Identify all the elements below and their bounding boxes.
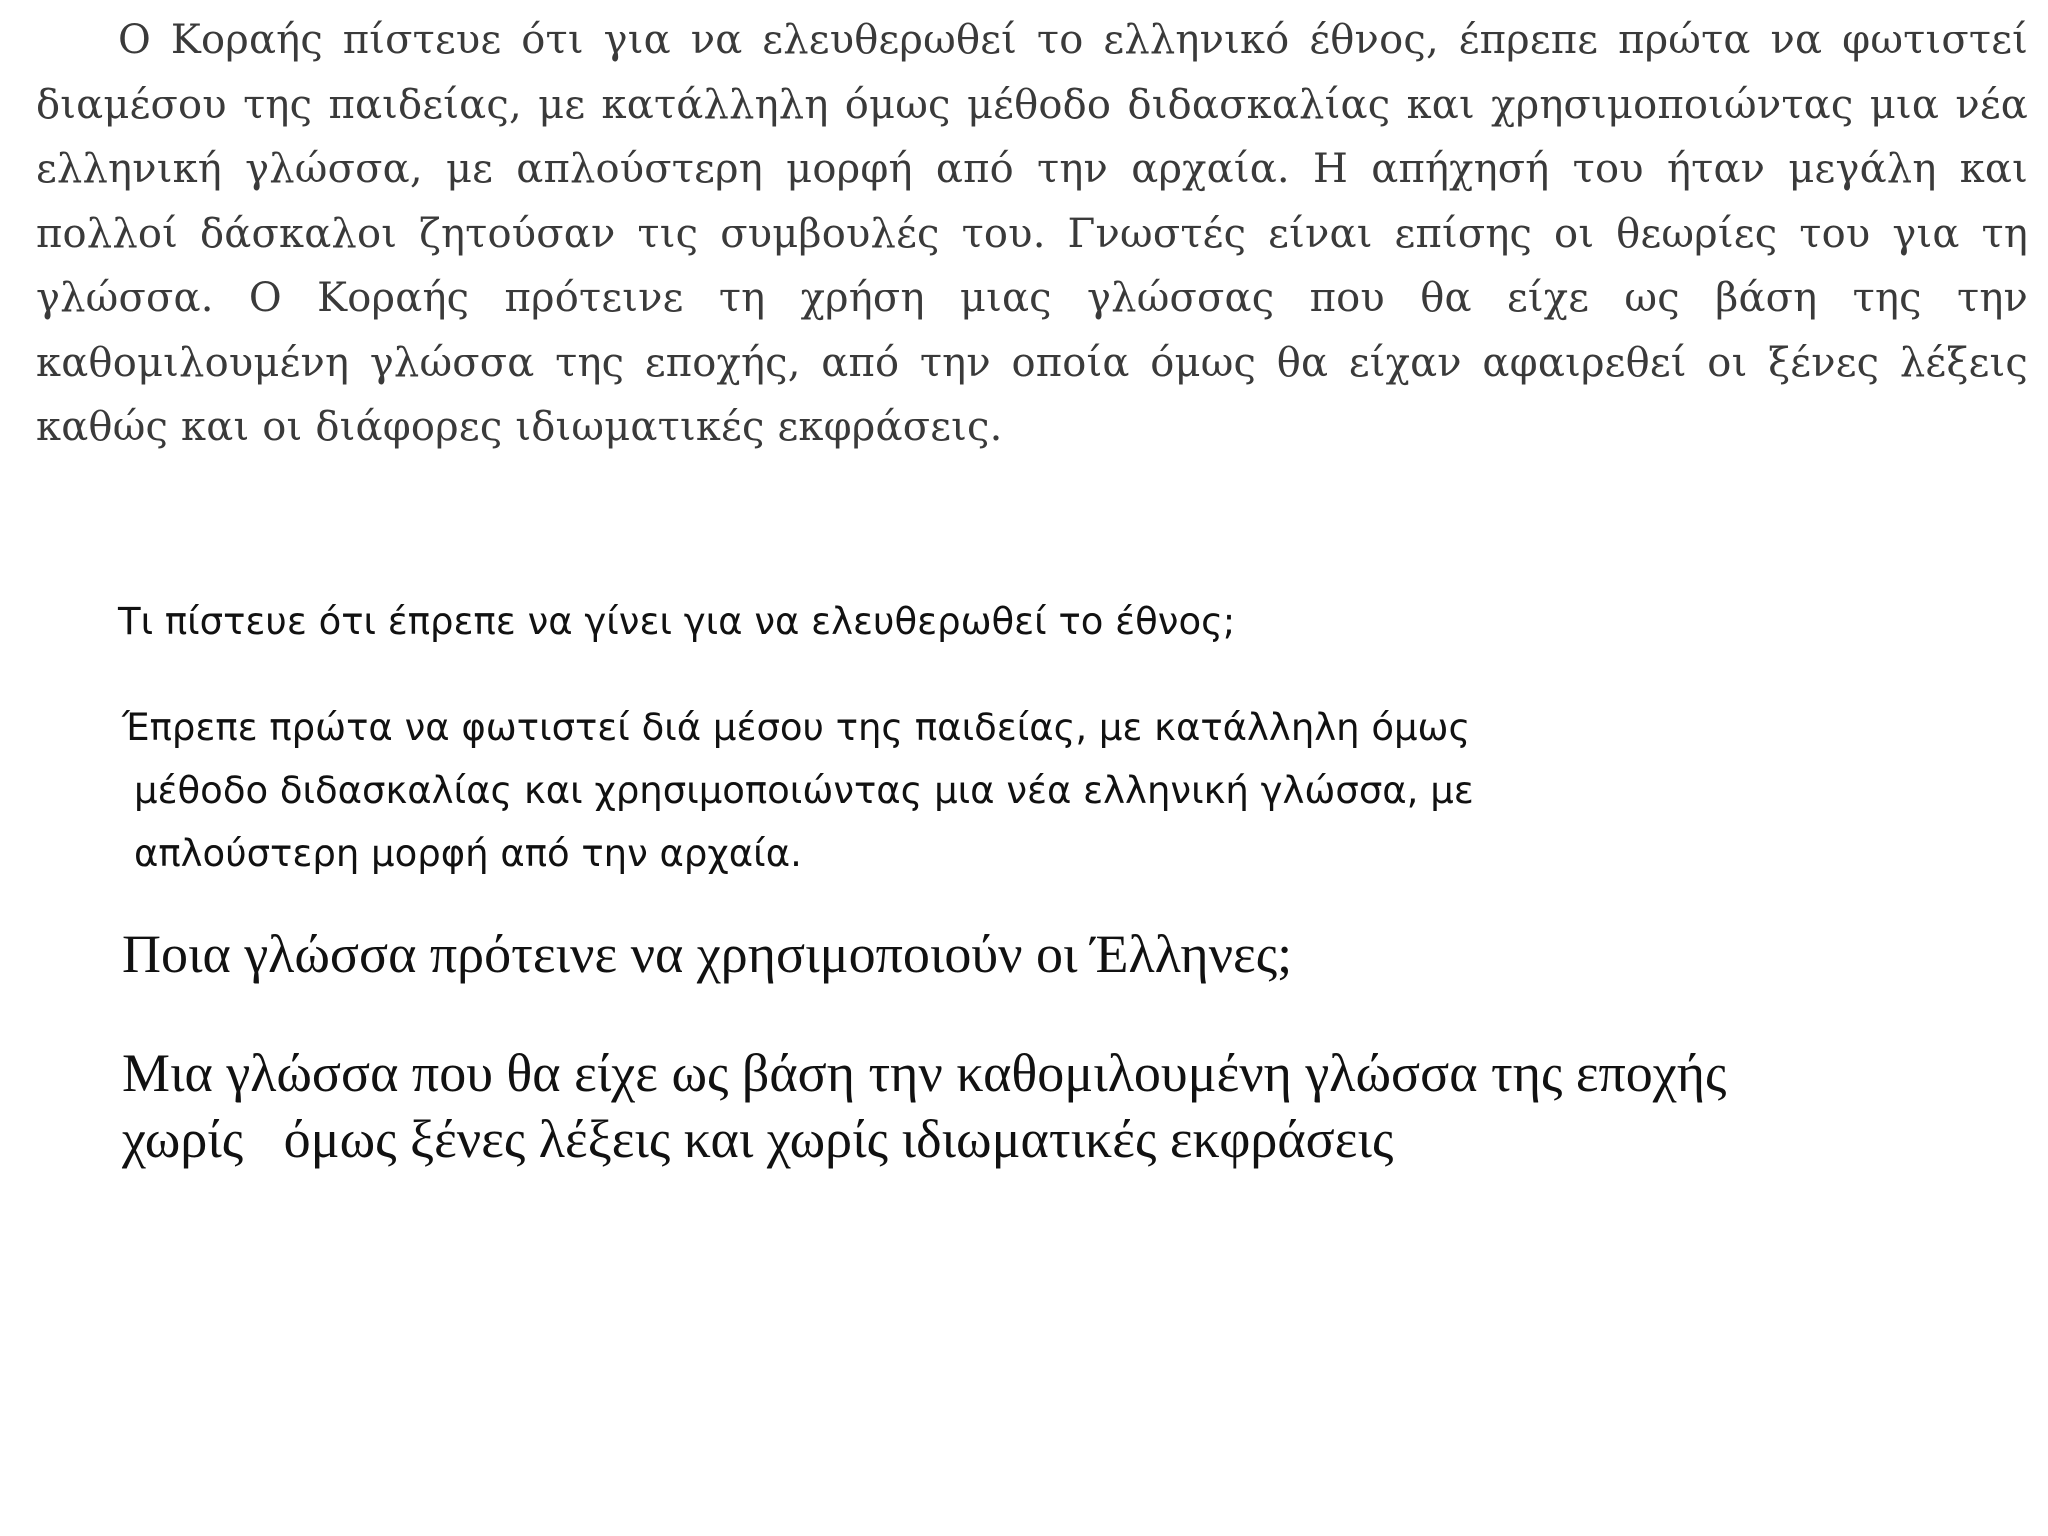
answer-1-line: μέθοδο διδασκαλίας και χρησιμοποιώντας μια νέα ελληνική γλώσσα, με xyxy=(134,769,1474,812)
answer-1-line: απλούστερη μορφή από την αρχαία. xyxy=(134,832,802,875)
answer-1-line: Έπρεπε πρώτα να φωτιστεί διά μέσου της παιδείας, με κατάλληλη όμως xyxy=(122,706,1471,749)
answer-2 xyxy=(122,1040,1922,1172)
answer-2-line: χωρίς όμως ξένες λέξεις και χωρίς ιδιωματικές εκφράσεις xyxy=(122,1109,1394,1169)
question-1: Τι πίστευε ότι έπρεπε να γίνει για να ελευθερωθεί το έθνος; xyxy=(118,600,1236,643)
answer-1 xyxy=(122,696,1712,885)
question-2: Ποια γλώσσα πρότεινε να χρησιμοποιούν οι Έλληνες; xyxy=(122,924,1293,984)
answer-2-line: Μια γλώσσα που θα είχε ως βάση την καθομιλουμένη γλώσσα της εποχής xyxy=(122,1043,1727,1103)
textbook-passage: Ο Κοραής πίστευε ότι για να ελευθερωθεί το ελληνικό έθνος, έπρεπε πρώτα να φωτιστεί διαμέσου της παιδείας, με κατάλληλη όμως μέθοδο διδασκαλίας και χρησιμοποιώντας μια νέα ελληνική γλώσσα, με απλούστερη μορφή από την αρχαία. Η απήχησή του ήταν μεγάλη και πολλοί δάσκαλοι ζητούσαν τις συμβουλές του. Γνωστές είναι επίσης οι θεωρίες του για τη γλώσσα. Ο Κοραής πρότεινε τη χρήση μιας γλώσσας που θα είχε ως βάση της την καθομιλουμένη γλώσσα της εποχής, από την οποία όμως θα είχαν αφαιρεθεί οι ξένες λέξεις καθώς και οι διάφορες ιδιωματικές εκφράσεις. xyxy=(36,17,2028,450)
